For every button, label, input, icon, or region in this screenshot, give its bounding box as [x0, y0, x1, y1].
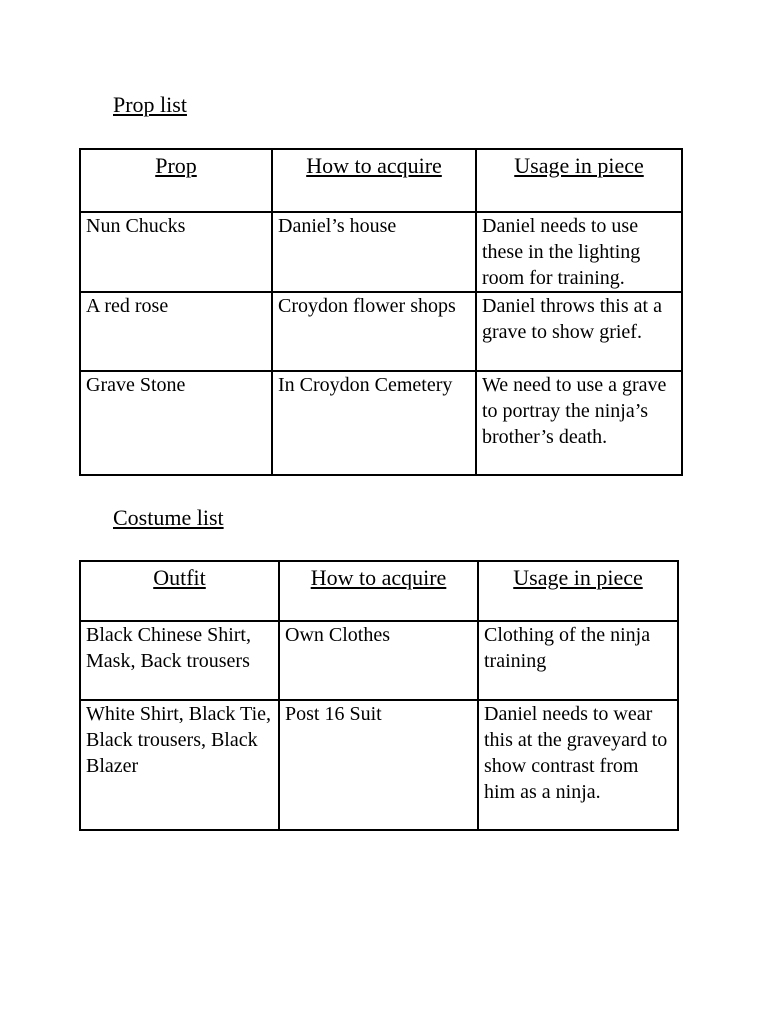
- acquire-cell: Croydon flower shops: [272, 292, 476, 371]
- column-header-usage-in-piece: Usage in piece: [476, 149, 682, 212]
- prop-table: [79, 148, 683, 476]
- column-header-how-to-acquire: How to acquire: [272, 149, 476, 212]
- costume-list-heading: Costume list: [113, 505, 224, 530]
- acquire-cell: Daniel’s house: [272, 212, 476, 292]
- costume-table: [79, 560, 679, 831]
- usage-cell: Daniel throws this at a grave to show grief.: [476, 292, 682, 371]
- column-header-usage-in-piece: Usage in piece: [478, 561, 678, 621]
- column-header-prop: Prop: [80, 149, 272, 212]
- table-row: [80, 212, 682, 292]
- prop-cell: A red rose: [80, 292, 272, 371]
- table-row: [80, 700, 678, 830]
- prop-cell: Nun Chucks: [80, 212, 272, 292]
- outfit-cell: White Shirt, Black Tie, Black trousers, Black Blazer: [80, 700, 279, 830]
- column-header-how-to-acquire: How to acquire: [279, 561, 478, 621]
- usage-cell: Clothing of the ninja training: [478, 621, 678, 700]
- table-row: [80, 292, 682, 371]
- prop-cell: Grave Stone: [80, 371, 272, 475]
- usage-cell: Daniel needs to wear this at the graveyard to show contrast from him as a ninja.: [478, 700, 678, 830]
- table-header-row: [80, 149, 682, 212]
- usage-cell: Daniel needs to use these in the lighting room for training.: [476, 212, 682, 292]
- prop-list-heading: Prop list: [113, 92, 187, 117]
- acquire-cell: Own Clothes: [279, 621, 478, 700]
- acquire-cell: In Croydon Cemetery: [272, 371, 476, 475]
- table-row: [80, 621, 678, 700]
- acquire-cell: Post 16 Suit: [279, 700, 478, 830]
- table-row: [80, 371, 682, 475]
- table-header-row: [80, 561, 678, 621]
- usage-cell: We need to use a grave to portray the ninja’s brother’s death.: [476, 371, 682, 475]
- column-header-outfit: Outfit: [80, 561, 279, 621]
- outfit-cell: Black Chinese Shirt, Mask, Back trousers: [80, 621, 279, 700]
